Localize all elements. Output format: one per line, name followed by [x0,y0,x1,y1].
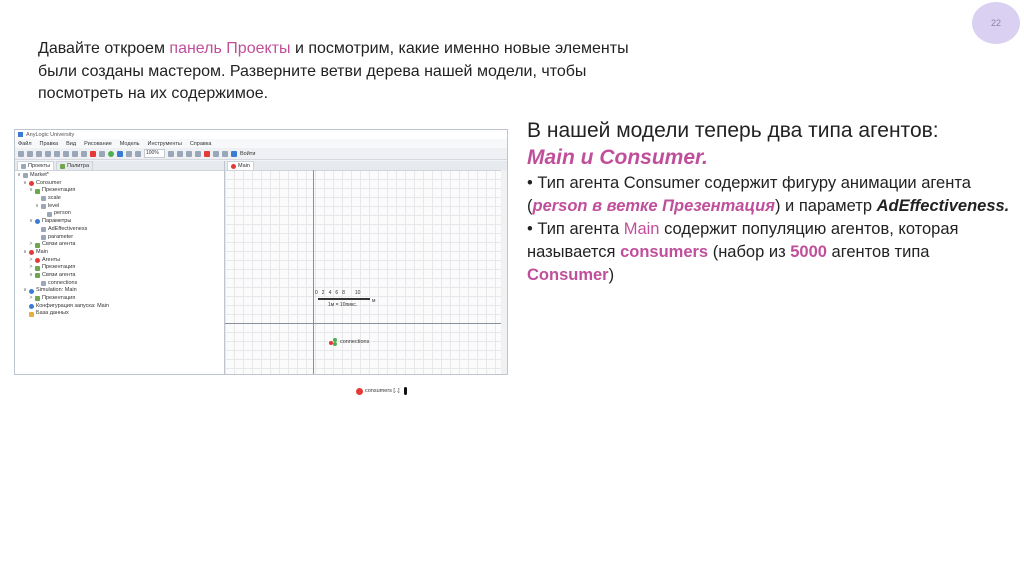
help-icon[interactable] [195,151,201,157]
tree-node-icon [29,289,34,294]
bullet-consumer [527,172,1017,218]
grid-icon[interactable] [135,151,141,157]
tree-item-label: Связи агента [42,271,76,278]
bullet1-param: AdEffectiveness. [876,197,1010,215]
scale-tick: 4 [328,290,332,296]
expand-chevron-icon[interactable]: ∨ [35,202,39,209]
tree-item[interactable] [17,226,224,234]
tree-item-label: connections [48,279,78,286]
consumers-population[interactable] [356,387,407,395]
tree-item-label: parameter [48,233,74,240]
tree-node-icon [35,243,40,248]
tree-item[interactable] [17,280,224,288]
tree-item[interactable] [17,210,224,218]
tab-main-label: Main [238,163,250,169]
debug-icon[interactable] [117,151,123,157]
slide-number-badge [972,2,1020,44]
bullet2-text-b: содержит популяцию агентов, которая называется [527,220,959,261]
ide-title: AnyLogic University [26,131,75,138]
intro-text [38,38,638,106]
menu-draw[interactable]: Рисование [84,140,112,147]
expand-chevron-icon[interactable]: > [29,256,33,263]
scale-tick: 0 [315,290,318,296]
new-icon[interactable] [18,151,24,157]
intro-part1: Давайте откроем [38,40,170,57]
description [527,117,1017,287]
scale-unit: м [372,298,376,304]
pointer-icon[interactable] [186,151,192,157]
tree-item-label: Презентация [42,187,76,194]
ide-menubar [15,139,507,148]
zoom-in-icon[interactable] [168,151,174,157]
expand-chevron-icon[interactable]: ∨ [17,172,21,178]
expand-chevron-icon[interactable]: ∨ [23,287,27,294]
tree-node-icon [35,273,40,278]
tree-node-icon [41,235,46,240]
bullet2-text-a: • Тип агента [527,220,624,238]
tree-item[interactable] [17,303,224,311]
menu-edit[interactable]: Правка [39,140,59,147]
expand-chevron-icon[interactable]: ∨ [23,179,27,186]
login-button[interactable]: Войти [240,150,256,157]
expand-chevron-icon[interactable]: ∨ [29,218,33,225]
editor-tabs [225,161,507,171]
open-icon[interactable] [27,151,33,157]
canvas-scrollbar[interactable] [501,170,507,374]
tree-item-label: Simulation: Main [36,287,77,294]
heading-agent-types: Main и Consumer. [527,146,708,169]
editor-canvas[interactable] [225,161,507,394]
palette-icon [60,164,65,169]
user-icon[interactable] [231,151,237,157]
tree-item-label: Параметры [42,218,72,225]
tree-item[interactable] [17,241,224,249]
agent-population-icon [356,388,363,395]
tree-item-label: Презентация [42,264,76,271]
delete-icon[interactable] [90,151,96,157]
intro-part2: и посмотрим, какие именно новые элементы были созданы мастером. Разверните ветви дерева нашей модели, чтобы посмотреть на их содержимое. [38,40,629,102]
expand-chevron-icon[interactable]: > [29,241,33,248]
network-icon [329,338,338,346]
tree-node-icon [35,258,40,263]
tree-item-label: База данных [36,310,69,317]
tree-item-label: level [48,202,60,209]
layout-icon[interactable] [213,151,219,157]
settings-icon[interactable] [126,151,132,157]
tree-item[interactable] [17,203,224,211]
heading-line: В нашей модели теперь два типа агентов: [527,119,939,142]
tree-node-icon [23,173,28,178]
scale-tick: 6 [335,290,339,296]
build-icon[interactable] [99,151,105,157]
flag-icon[interactable] [204,151,210,157]
tree-node-icon [29,304,34,309]
tree-item-label: Main [36,248,48,255]
tree-node-icon [35,189,40,194]
anylogic-logo-icon [18,132,23,137]
zoom-out-icon[interactable] [177,151,183,157]
expand-chevron-icon[interactable]: > [29,295,33,301]
bullet2-text-d: агентов типа [826,243,930,261]
consumers-label: consumers [..] [365,388,400,394]
bullet1-text-a: • Тип агента Consumer содержит фигуру анимации агента ( [527,174,971,215]
ide-toolbar [15,148,507,160]
tree-item-label: Consumer [36,179,62,186]
tree-item-label: AdEffectiveness [48,225,88,232]
slide-number: 22 [990,18,1001,28]
tree-item[interactable] [17,257,224,265]
tree-item-label: Market* [30,172,49,178]
anylogic-screenshot [14,129,508,394]
zoom-field[interactable]: 100% [144,149,165,158]
projects-panel [15,161,225,374]
bullet2-text-e: ) [608,266,615,284]
intro-highlight: панель Проекты [169,40,291,57]
window-icon[interactable] [222,151,228,157]
tab-palette-label: Палитра [67,163,90,169]
menu-file[interactable]: Файл [18,140,32,147]
tree-node-icon [41,227,46,232]
person-icon [404,387,407,395]
agent-icon [231,164,236,169]
tree-item-label: Связи агента [42,241,76,248]
redo-icon[interactable] [54,151,60,157]
tree-item[interactable] [17,234,224,242]
tree-node-icon [41,204,46,209]
undo-icon[interactable] [45,151,51,157]
expand-chevron-icon[interactable]: > [29,264,33,271]
vertical-axis [313,170,314,374]
menu-model[interactable]: Модель [119,140,140,147]
horizontal-axis [225,323,507,324]
run-icon[interactable] [108,151,114,157]
project-tree [15,171,224,318]
save-icon[interactable] [36,151,42,157]
copy-icon[interactable] [72,151,78,157]
tree-item-label: Презентация [42,295,76,301]
bullet2-main: Main [623,220,660,238]
bullet-main [527,218,1017,287]
tree-item[interactable] [17,187,224,195]
tree-item-label: Конфигурация запуска: Main [36,302,109,309]
tree-item[interactable] [17,172,224,180]
bullet2-consumer: Consumer [527,266,609,284]
tree-item-label: scale [48,195,61,202]
left-tabs [15,161,224,171]
tree-node-icon [35,219,40,224]
connections-label: connections [340,339,370,345]
tree-node-icon [41,281,46,286]
scale-tick: 8 [342,290,345,296]
scale-tick: 10 [354,290,361,296]
menu-view[interactable]: Вид [66,140,77,147]
tree-item[interactable] [17,295,224,303]
tree-node-icon [29,250,34,255]
projects-icon [21,164,26,169]
tree-item[interactable] [17,310,224,318]
tree-item[interactable] [17,249,224,257]
bullet1-text-b: ) и параметр [774,197,877,215]
tree-item[interactable] [17,287,224,295]
bullet2-text-c: (набор из [708,243,791,261]
tab-projects-label: Проекты [28,163,51,169]
tree-item-label: Агенты [42,256,61,263]
tree-node-icon [47,212,52,217]
bullet1-highlight: person в ветке Презентация [532,197,775,215]
tree-item[interactable] [17,195,224,203]
expand-chevron-icon[interactable]: ∨ [23,248,27,255]
scale-label: 1м = 10пикс. [328,302,358,308]
tree-item[interactable] [17,180,224,188]
bullet2-count: 5000 [790,243,827,261]
tree-node-icon [35,266,40,271]
tree-node-icon [29,312,34,317]
tree-item[interactable] [17,272,224,280]
tree-node-icon [41,196,46,201]
connections-element[interactable] [329,338,369,346]
tab-main[interactable] [227,161,254,170]
bullet2-consumers: consumers [620,243,709,261]
scale-tick: 2 [321,290,325,296]
tab-projects[interactable] [17,161,54,170]
cut-icon[interactable] [63,151,69,157]
menu-tools[interactable]: Инструменты [147,140,182,147]
tab-palette[interactable] [56,161,93,170]
expand-chevron-icon[interactable]: ∨ [29,271,33,278]
expand-chevron-icon[interactable]: ∨ [29,187,33,194]
menu-help[interactable]: Справка [189,140,212,147]
tree-item[interactable] [17,218,224,226]
tree-item[interactable] [17,264,224,272]
tree-node-icon [29,181,34,186]
tree-node-icon [35,296,40,301]
scale-ticks [315,290,360,296]
tree-item-label: person [54,210,71,217]
paste-icon[interactable] [81,151,87,157]
ide-titlebar [15,130,507,139]
